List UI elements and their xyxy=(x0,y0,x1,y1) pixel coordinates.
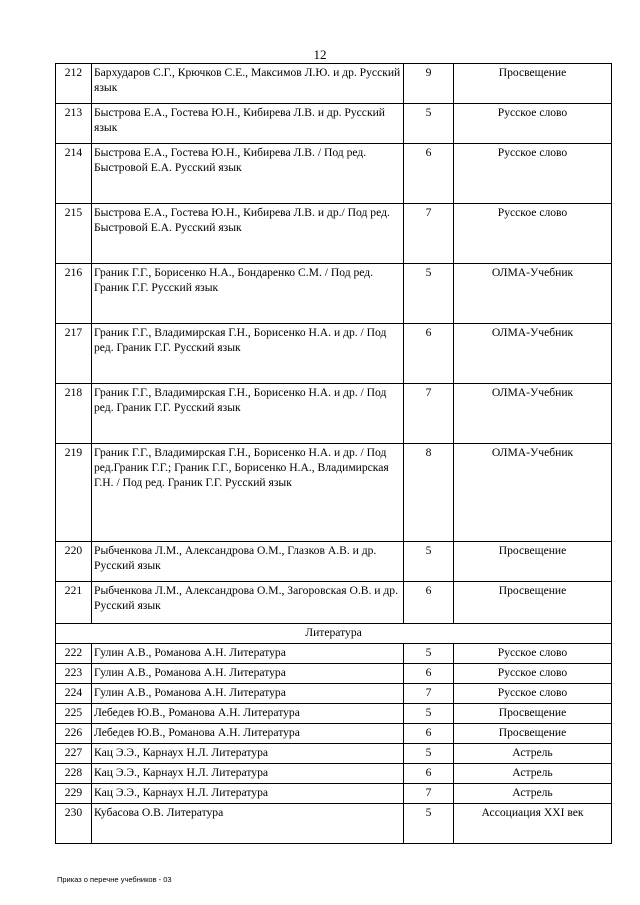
textbook-table xyxy=(55,63,612,844)
row-number: 225 xyxy=(56,704,92,724)
row-publisher: Просвещение xyxy=(454,704,612,724)
row-number: 220 xyxy=(56,542,92,582)
table-row xyxy=(56,204,612,264)
row-authors-title: Кац Э.Э., Карнаух Н.Л. Литература xyxy=(92,744,404,764)
row-publisher: Ассоциация XXI век xyxy=(454,804,612,844)
row-authors-title: Гулин А.В., Романова А.Н. Литература xyxy=(92,644,404,664)
row-authors-title: Лебедев Ю.В., Романова А.Н. Литература xyxy=(92,724,404,744)
row-authors-title: Рыбченкова Л.М., Александрова О.М., Глазков А.В. и др. Русский язык xyxy=(92,542,404,582)
row-authors-title: Рыбченкова Л.М., Александрова О.М., Загоровская О.В. и др. Русский язык xyxy=(92,582,404,624)
table-row xyxy=(56,444,612,542)
row-publisher: Русское слово xyxy=(454,644,612,664)
row-grade: 5 xyxy=(404,644,454,664)
row-number: 221 xyxy=(56,582,92,624)
row-number: 216 xyxy=(56,264,92,324)
section-row xyxy=(56,624,612,644)
page-number: 12 xyxy=(313,47,327,62)
row-number: 219 xyxy=(56,444,92,542)
row-authors-title: Гулин А.В., Романова А.Н. Литература xyxy=(92,664,404,684)
table-row xyxy=(56,704,612,724)
row-authors-title: Бархударов С.Г., Крючков С.Е., Максимов Л.Ю. и др. Русский язык xyxy=(92,64,404,104)
row-number: 226 xyxy=(56,724,92,744)
row-grade: 6 xyxy=(404,144,454,204)
row-publisher: Просвещение xyxy=(454,64,612,104)
row-grade: 5 xyxy=(404,264,454,324)
row-number: 227 xyxy=(56,744,92,764)
row-authors-title: Граник Г.Г., Владимирская Г.Н., Борисенко Н.А. и др. / Под ред.Граник Г.Г.; Граник Г.Г., Борисенко Н.А., Владимирская Г.Н. / Под ред. Граник Г.Г. Русский язык xyxy=(92,444,404,542)
row-publisher: Русское слово xyxy=(454,664,612,684)
row-publisher: Просвещение xyxy=(454,542,612,582)
table-row xyxy=(56,744,612,764)
row-publisher: Русское слово xyxy=(454,684,612,704)
table-row xyxy=(56,664,612,684)
row-grade: 6 xyxy=(404,664,454,684)
row-grade: 5 xyxy=(404,704,454,724)
row-number: 222 xyxy=(56,644,92,664)
row-authors-title: Граник Г.Г., Владимирская Г.Н., Борисенко Н.А. и др. / Под ред. Граник Г.Г. Русский язык xyxy=(92,324,404,384)
row-publisher: Астрель xyxy=(454,764,612,784)
row-grade: 7 xyxy=(404,384,454,444)
row-number: 213 xyxy=(56,104,92,144)
row-authors-title: Кубасова О.В. Литература xyxy=(92,804,404,844)
row-publisher: Русское слово xyxy=(454,144,612,204)
table-row xyxy=(56,644,612,664)
row-number: 217 xyxy=(56,324,92,384)
row-authors-title: Быстрова Е.А., Гостева Ю.Н., Кибирева Л.В. и др. Русский язык xyxy=(92,104,404,144)
row-authors-title: Граник Г.Г., Борисенко Н.А., Бондаренко С.М. / Под ред. Граник Г.Г. Русский язык xyxy=(92,264,404,324)
row-grade: 6 xyxy=(404,724,454,744)
row-grade: 9 xyxy=(404,64,454,104)
row-number: 215 xyxy=(56,204,92,264)
row-number: 212 xyxy=(56,64,92,104)
row-grade: 6 xyxy=(404,582,454,624)
row-number: 228 xyxy=(56,764,92,784)
row-grade: 5 xyxy=(404,104,454,144)
row-authors-title: Гулин А.В., Романова А.Н. Литература xyxy=(92,684,404,704)
row-number: 223 xyxy=(56,664,92,684)
table-row xyxy=(56,784,612,804)
row-number: 229 xyxy=(56,784,92,804)
table-row xyxy=(56,64,612,104)
row-grade: 7 xyxy=(404,204,454,264)
row-publisher: Русское слово xyxy=(454,104,612,144)
row-publisher: Просвещение xyxy=(454,724,612,744)
row-authors-title: Граник Г.Г., Владимирская Г.Н., Борисенко Н.А. и др. / Под ред. Граник Г.Г. Русский язык xyxy=(92,384,404,444)
row-publisher: ОЛМА-Учебник xyxy=(454,264,612,324)
row-publisher: ОЛМА-Учебник xyxy=(454,444,612,542)
table-row xyxy=(56,804,612,844)
row-number: 230 xyxy=(56,804,92,844)
row-number: 214 xyxy=(56,144,92,204)
row-grade: 6 xyxy=(404,324,454,384)
row-grade: 5 xyxy=(404,542,454,582)
table-row xyxy=(56,684,612,704)
row-grade: 8 xyxy=(404,444,454,542)
row-publisher: ОЛМА-Учебник xyxy=(454,384,612,444)
document-footer: Приказ о перечне учебников - 03 xyxy=(57,875,172,884)
row-grade: 5 xyxy=(404,744,454,764)
row-publisher: ОЛМА-Учебник xyxy=(454,324,612,384)
table-row xyxy=(56,144,612,204)
row-authors-title: Лебедев Ю.В., Романова А.Н. Литература xyxy=(92,704,404,724)
section-title: Литература xyxy=(56,624,612,644)
table-row xyxy=(56,384,612,444)
row-grade: 7 xyxy=(404,784,454,804)
row-number: 224 xyxy=(56,684,92,704)
table-row xyxy=(56,324,612,384)
row-publisher: Астрель xyxy=(454,744,612,764)
row-grade: 5 xyxy=(404,804,454,844)
table-row xyxy=(56,724,612,744)
table-row xyxy=(56,264,612,324)
row-publisher: Астрель xyxy=(454,784,612,804)
row-authors-title: Кац Э.Э., Карнаух Н.Л. Литература xyxy=(92,784,404,804)
row-number: 218 xyxy=(56,384,92,444)
row-grade: 7 xyxy=(404,684,454,704)
row-authors-title: Быстрова Е.А., Гостева Ю.Н., Кибирева Л.В. и др./ Под ред. Быстровой Е.А. Русский язык xyxy=(92,204,404,264)
row-grade: 6 xyxy=(404,764,454,784)
table-row xyxy=(56,542,612,582)
table-row xyxy=(56,582,612,624)
table-row xyxy=(56,764,612,784)
row-authors-title: Кац Э.Э., Карнаух Н.Л. Литература xyxy=(92,764,404,784)
table-row xyxy=(56,104,612,144)
row-authors-title: Быстрова Е.А., Гостева Ю.Н., Кибирева Л.В. / Под ред. Быстровой Е.А. Русский язык xyxy=(92,144,404,204)
table-body xyxy=(56,64,612,844)
row-publisher: Русское слово xyxy=(454,204,612,264)
row-publisher: Просвещение xyxy=(454,582,612,624)
